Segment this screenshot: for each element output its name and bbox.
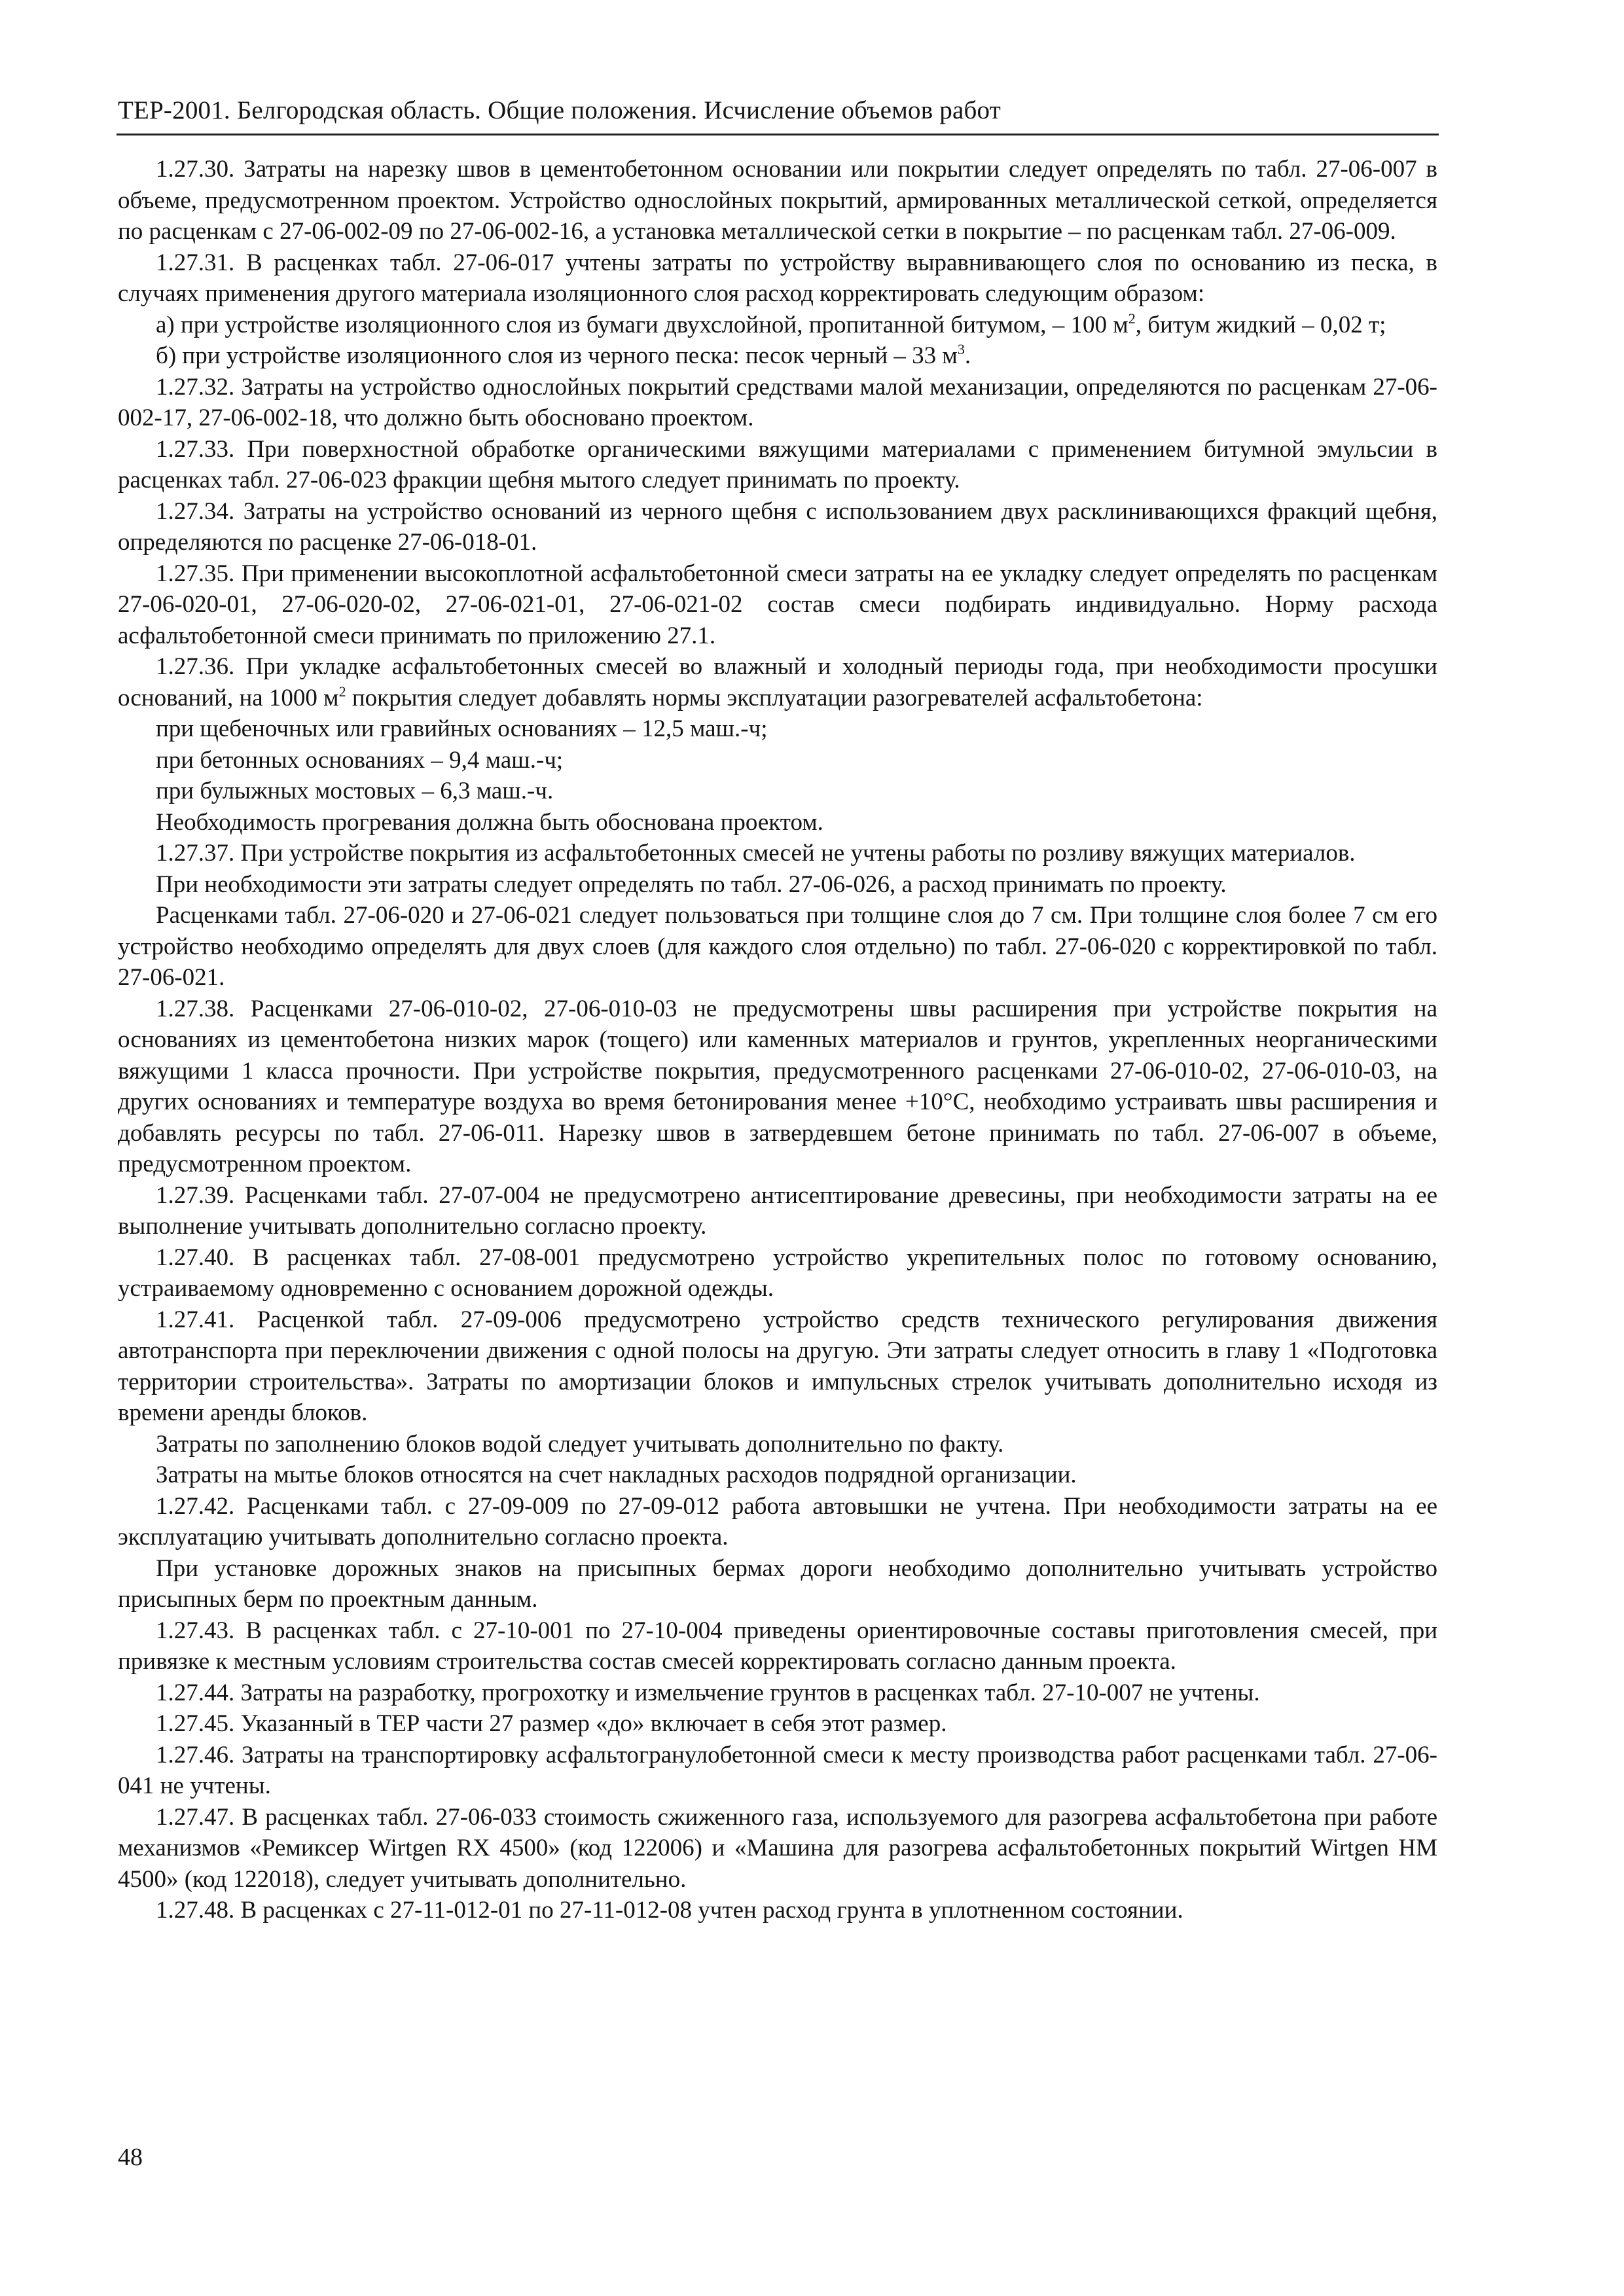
paragraph: 1.27.33. При поверхностной обработке органическими вяжущими материалами с применением битумной эмульсии в расценках табл. 27-06-023 фракции щебня мытого следует принимать по проекту. bbox=[118, 435, 1437, 493]
page-body bbox=[118, 154, 1437, 1926]
list-item: при щебеночных или гравийных основаниях – 12,5 маш.-ч; bbox=[156, 715, 768, 742]
paragraph: 1.27.30. Затраты на нарезку швов в цементобетонном основании или покрытии следует определять по табл. 27-06-007 в объеме, предусмотренном проектом. Устройство однослойных покрытий, армированных металлической сеткой, определяется по расценкам с 27-06-002-09 по 27-06-002-16, а установка металлической сетки в покрытие – по расценкам табл. 27-06-009. bbox=[118, 156, 1437, 245]
list-item: при бетонных основаниях – 9,4 маш.-ч; bbox=[156, 746, 564, 774]
paragraph: 1.27.35. При применении высокоплотной асфальтобетонной смеси затраты на ее укладку следует определять по расценкам 27-06-020-01, 27-06-020-02, 27-06-021-01, 27-06-021-02 состав смеси подбирать индивидуально. Норму расхода асфальтобетонной смеси принимать по приложению 27.1. bbox=[118, 560, 1437, 649]
paragraph-item-a: а) при устройстве изоляционного слоя из бумаги двухслойной, пропитанной битумом, – 100 $м^2$, битум жидкий – 0,02 т; bbox=[156, 310, 1386, 338]
paragraph: Необходимость прогревания должна быть обоснована проектом. bbox=[156, 808, 823, 836]
paragraph: При необходимости эти затраты следует определять по табл. 27-06-026, а расход принимать по проекту. bbox=[156, 870, 1227, 898]
paragraph: 1.27.34. Затраты на устройство оснований из черного щебня с использованием двух расклинивающихся фракций щебня, определяются по расценке 27-06-018-01. bbox=[118, 497, 1437, 556]
paragraph: 1.27.38. Расценками 27-06-010-02, 27-06-010-03 не предусмотрены швы расширения при устройстве покрытия на основаниях из цементобетона низких марок (тощего) или каменных материалов и грунтов, укрепленных неорганическими вяжущими 1 класса прочности. При устройстве покрытия, предусмотренного расценками 27-06-010-02, 27-06-010-03, на других основаниях и температуре воздуха во время бетонирования менее +10°С, необходимо устраивать швы расширения и добавлять ресурсы по табл. 27-06-011. Нарезку швов в затвердевшем бетоне принимать по табл. 27-06-007 в объеме, предусмотренном проектом. bbox=[118, 995, 1437, 1177]
page-number: 48 bbox=[118, 2144, 143, 2171]
list-item: при булыжных мостовых – 6,3 маш.-ч. bbox=[156, 778, 554, 804]
paragraph: При установке дорожных знаков на присыпных бермах дороги необходимо дополнительно учитывать устройство присыпных берм по проектным данным. bbox=[118, 1554, 1437, 1613]
paragraph: 1.27.45. Указанный в ТЕР части 27 размер «до» включает в себя этот размер. bbox=[156, 1710, 947, 1737]
paragraph: 1.27.39. Расценками табл. 27-07-004 не предусмотрено антисептирование древесины, при необходимости затраты на ее выполнение учитывать дополнительно согласно проекту. bbox=[118, 1181, 1437, 1240]
paragraph: 1.27.31. В расценках табл. 27-06-017 учтены затраты по устройству выравнивающего слоя по основанию из песка, в случаях применения другого материала изоляционного слоя расход корректировать следующим образом: bbox=[118, 249, 1437, 307]
paragraph: 1.27.40. В расценках табл. 27-08-001 предусмотрено устройство укрепительных полос по готовому основанию, устраиваемому одновременно с основанием дорожной одежды. bbox=[118, 1244, 1437, 1302]
paragraph: Расценками табл. 27-06-020 и 27-06-021 следует пользоваться при толщине слоя до 7 см. При толщине слоя более 7 см его устройство необходимо определять для двух слоев (для каждого слоя отдельно) по табл. 27-06-020 с корректировкой по табл. 27-06-021. bbox=[118, 902, 1437, 991]
paragraph: Затраты по заполнению блоков водой следует учитывать дополнительно по факту. bbox=[156, 1430, 1004, 1458]
paragraph: 1.27.32. Затраты на устройство однослойных покрытий средствами малой механизации, определяются по расценкам 27-06-002-17, 27-06-002-18, что должно быть обосновано проектом. bbox=[118, 373, 1437, 431]
paragraph: 1.27.47. В расценках табл. 27-06-033 стоимость сжиженного газа, используемого для разогрева асфальтобетона при работе механизмов «Ремиксер Wirtgen RX 4500» (код 122006) и «Машина для разогрева асфальтобетонных покрытий Wirtgen HM 4500» (код 122018), следует учитывать дополнительно. bbox=[118, 1803, 1437, 1893]
paragraph-item-b: б) при устройстве изоляционного слоя из черного песка: песок черный – 33 $м^3$. bbox=[156, 341, 971, 369]
paragraph: 1.27.48. В расценках с 27-11-012-01 по 27-11-012-08 учтен расход грунта в уплотненном состоянии. bbox=[156, 1897, 1183, 1924]
paragraph: 1.27.41. Расценкой табл. 27-09-006 предусмотрено устройство средств технического регулирования движения автотранспорта при переключении движения с одной полосы на другую. Эти затраты следует относить в главу 1 «Подготовка территории строительства». Затраты по амортизации блоков и импульсных стрелок учитывать дополнительно исходя из времени аренды блоков. bbox=[118, 1306, 1437, 1426]
paragraph: 1.27.46. Затраты на транспортировку асфальтогранулобетонной смеси к месту производства работ расценками табл. 27-06-041 не учтены. bbox=[118, 1741, 1437, 1799]
running-header: ТЕР-2001. Белгородская область. Общие положения. Исчисление объемов работ bbox=[118, 96, 1001, 124]
paragraph: 1.27.36. При укладке асфальтобетонных смесей во влажный и холодный периоды года, при необходимости просушки оснований, на 1000 $м^2$ покрытия следует добавлять нормы эксплуатации разогревателей асфальтобетона: bbox=[118, 653, 1437, 711]
paragraph: 1.27.43. В расценках табл. с 27-10-001 по 27-10-004 приведены ориентировочные составы приготовления смесей, при привязке к местным условиям строительства состав смесей корректировать согласно данным проекта. bbox=[118, 1617, 1437, 1675]
paragraph: 1.27.37. При устройстве покрытия из асфальтобетонных смесей не учтены работы по розливу вяжущих материалов. bbox=[156, 840, 1356, 867]
header-divider bbox=[117, 134, 1439, 135]
paragraph: Затраты на мытье блоков относятся на счет накладных расходов подрядной организации. bbox=[156, 1462, 1077, 1488]
paragraph: 1.27.42. Расценками табл. с 27-09-009 по 27-09-012 работа автовышки не учтена. При необходимости затраты на ее эксплуатацию учитывать дополнительно согласно проекта. bbox=[118, 1492, 1437, 1551]
paragraph: 1.27.44. Затраты на разработку, прогрохотку и измельчение грунтов в расценках табл. 27-10-007 не учтены. bbox=[156, 1679, 1260, 1706]
